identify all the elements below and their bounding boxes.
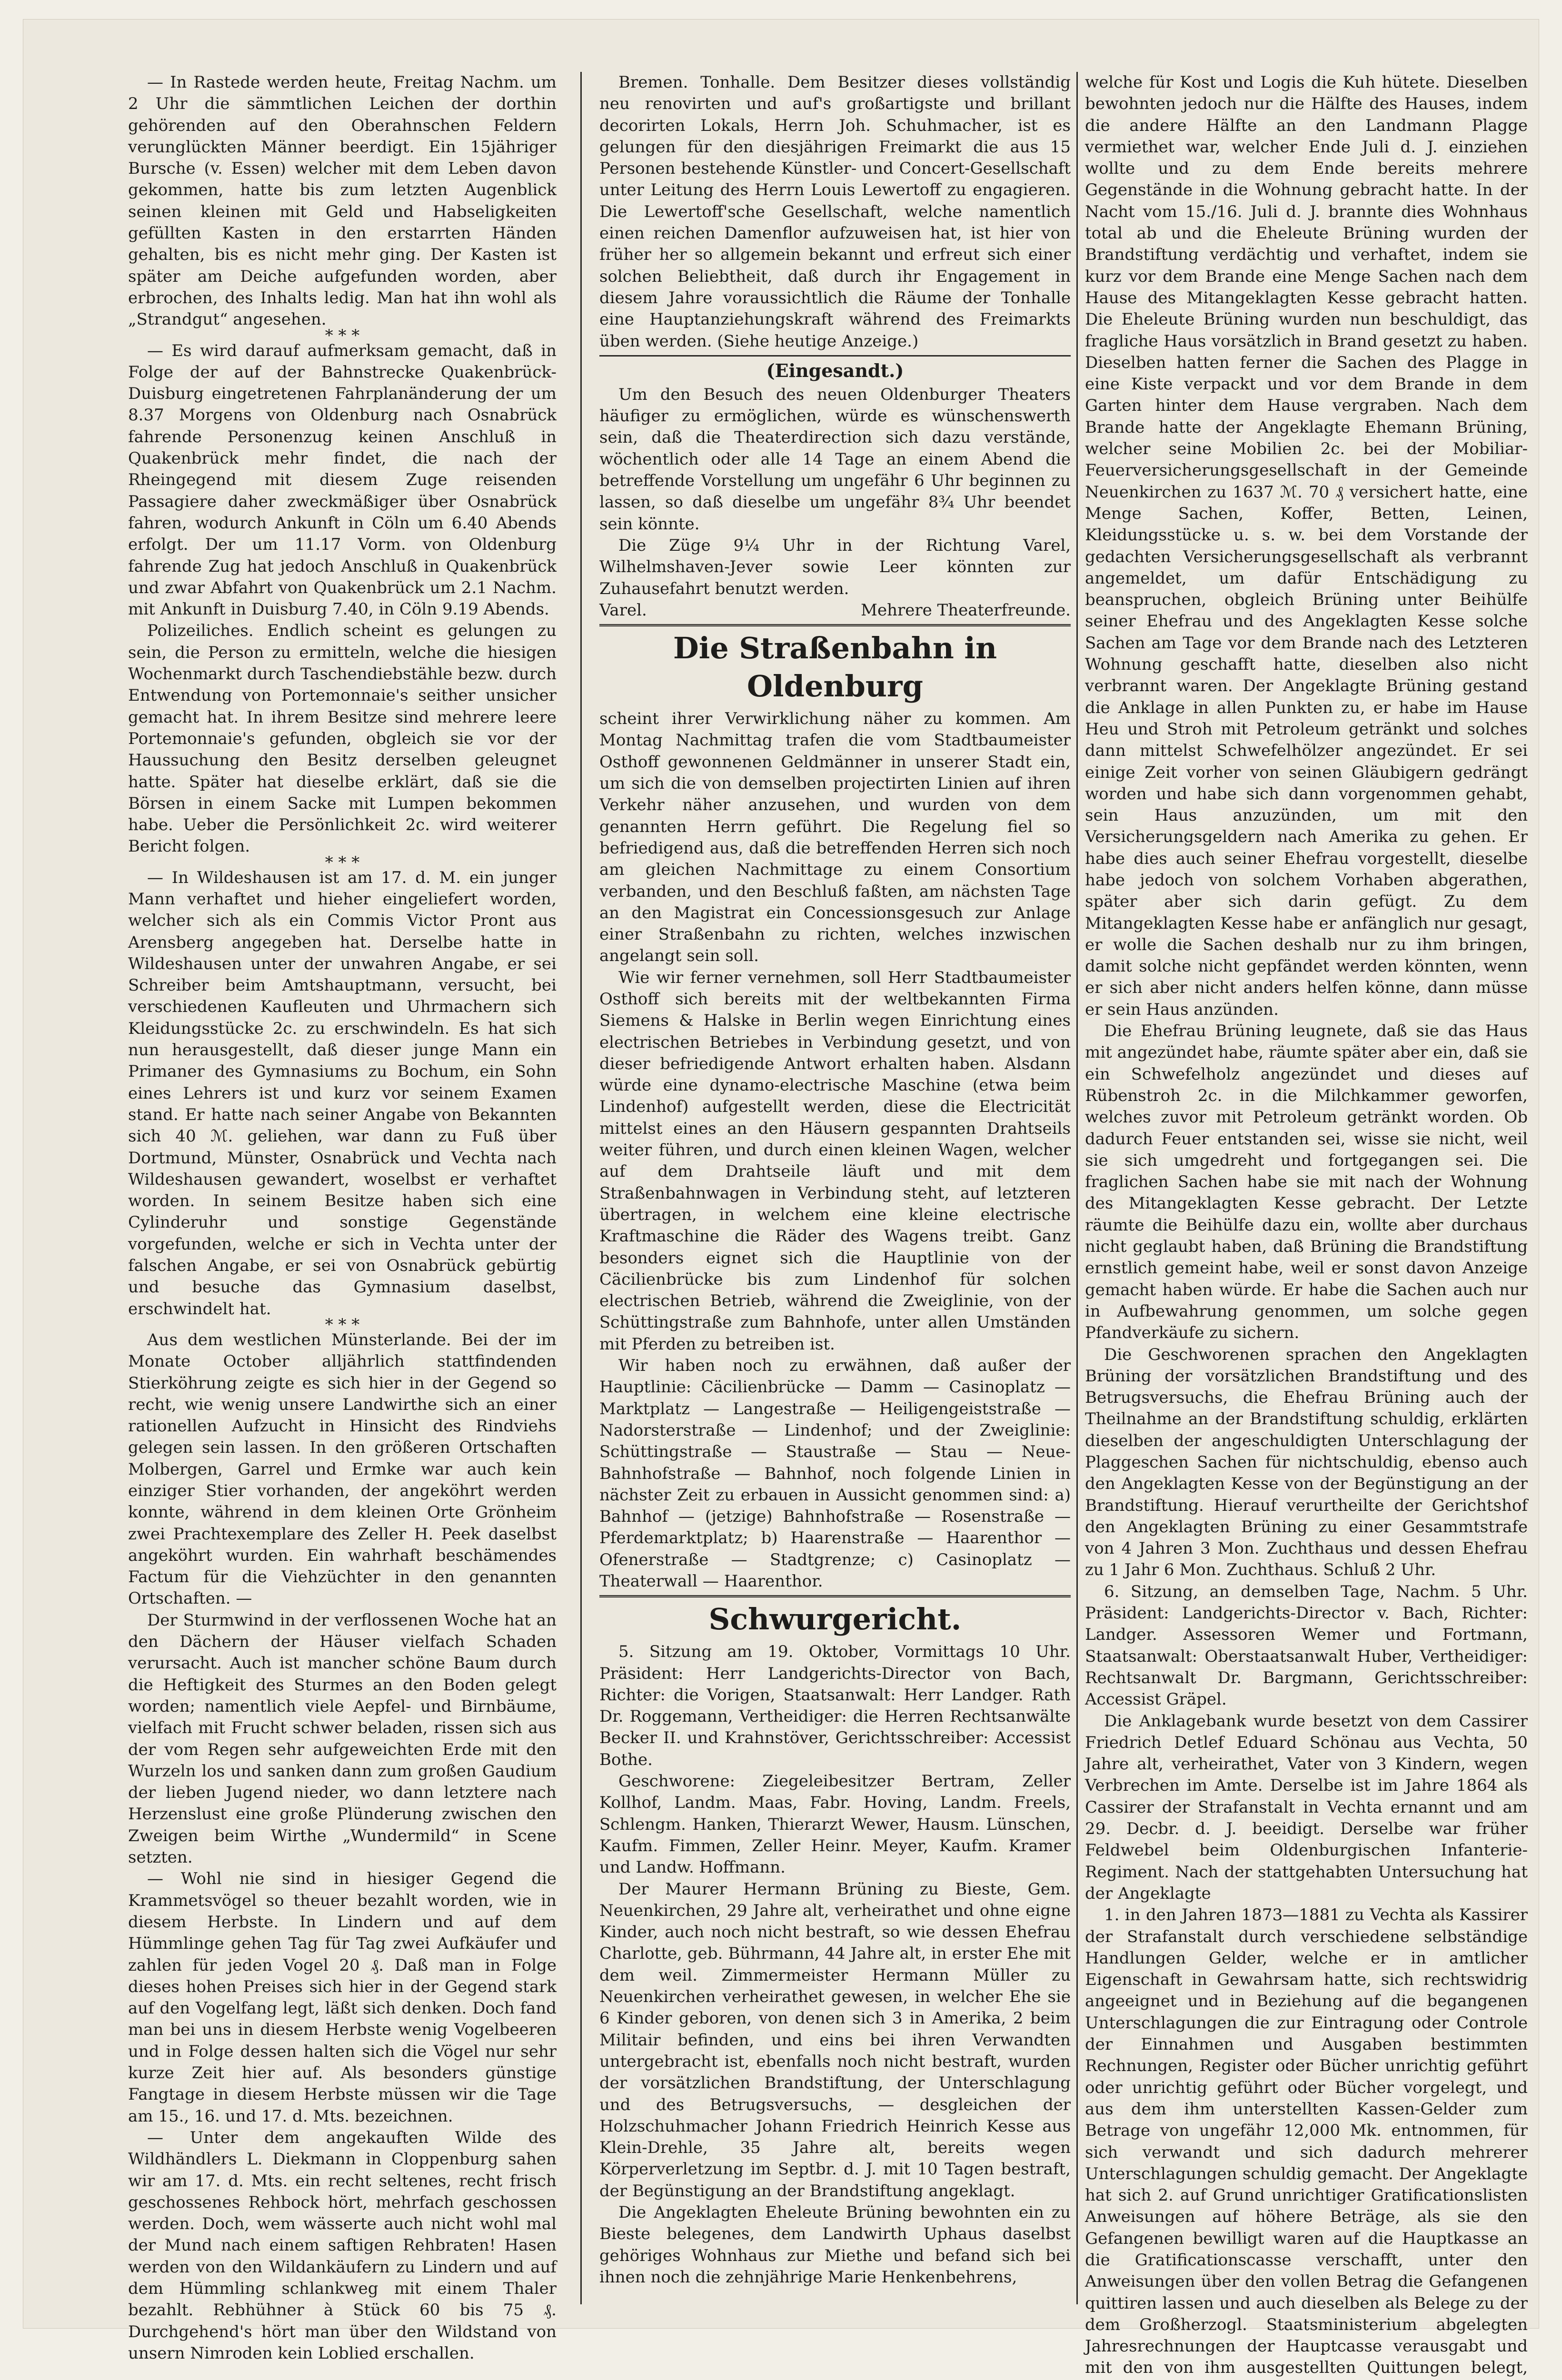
schwurgericht-verdict: Die Geschworenen sprachen den Angeklagten Brüning der vorsätzlichen Brandstiftung und des Betrugsversuchs, die Ehefrau Brüning auch der Theilnahme an der Brandstiftung schuldig, erklärten dieselben der angeschuldigten Unterschlagung der Plaggeschen Sachen für nichtschuldig, ebenso auch den Angeklagten Kesse von der Begünstigung an der Brandstiftung. Hierauf verurtheilte der Gerichtshof den Angeklagten Brüning zu einer Gesammtstrafe von 4 Jahren 3 Mon. Zuchthaus und dessen Ehefrau zu 1 Jahr 6 Mon. Zuchthaus. Schluß 2 Uhr. <box>1085 1345 1528 1580</box>
article-wildhaendler: — Unter dem angekauften Wilde des Wildhändlers L. Diekmann in Cloppenburg sahen wir am 17. d. Mts. ein recht seltenes, recht frisch geschossenes Rehbock hört, mehrfach geschossen werden. Doch, wem wässerte auch nicht wohl mal der Mund nach einem saftigen Rehbraten! Hasen werden von den Wildankäufern zu Lindern und auf dem Hümmling schlankweg mit einem Thaler bezahlt. Rebhühner à Stück 60 bis 75 ₰. Durchgehend's hört man über den Wildstand von unsern Nimroden kein Loblied erschallen. <box>128 2128 557 2363</box>
signature-author: Mehrere Theaterfreunde. <box>861 600 1071 620</box>
schwurgericht-heading: Schwurgericht. <box>708 1602 962 1637</box>
strassenbahn-text: Wie wir ferner vernehmen, soll Herr Stadtbaumeister Osthoff sich bereits mit der weltbekannten Firma Siemens & Halske in Berlin wegen Einrichtung eines electrischen Betriebes in Verbindung gesetzt, und von dieser befriedigende Antwort erhalten haben. Alsdann würde eine dynamo-electrische Maschine (etwa beim Lindenhof) aufgestellt werden, diese die Electricität mittelst eines an den Häusern gespannten Drahtseils weiter führen, und durch einen kleinen Wagen, welcher auf dem Drahtseile läuft und mit dem Straßenbahnwagen in Verbindung steht, auf letzteren übertragen, in welchem eine kleine electrische Kraftmaschine die Räder des Wagens treibt. Ganz besonders eignet sich die Hauptlinie von der Cäcilienbrücke bis zum Lindenhof für solchen electrischen Betrieb, während die Zweiglinie, von der Schüttingstraße zum Bahnhofe, unter allen Umständen mit Pferden zu betreiben ist. <box>599 968 1071 1354</box>
strassenbahn-text: Wir haben noch zu erwähnen, daß außer der Hauptlinie: Cäcilienbrücke — Damm — Casinoplatz — Marktplatz — Langestraße — Heiligengeiststraße — Nadorsterstraße — Lindenhof; und der Zweiglinie: Schüttingstraße — Staustraße — Stau — Neue-Bahnhofstraße — Bahnhof, noch folgende Linien in nächster Zeit zu erbauen in Aussicht genommen sind: a) Bahnhof — (jetzige) Bahnhofstraße — Rosenstraße — Pferdemarktplatz; b) Haarenstraße — Haarenthor — Ofenerstraße — Stadtgrenze; c) Casinoplatz — Theaterwall — Haarenthor. <box>599 1356 1071 1591</box>
column-left <box>128 72 557 2363</box>
strassenbahn-text: scheint ihrer Verwirklichung näher zu kommen. Am Montag Nachmittag trafen die vom Stadtbaumeister Osthoff gewonnenen Geldmänner in unserer Stadt ein, um sich die von demselben projectirten Linien auf ihren Verkehr näher anzusehen, und wurden von dem genannten Herrn geführt. Die Regelung fiel so befriedigend aus, daß die betreffenden Herren sich noch am gleichen Nachmittage zu einem Consortium verbanden, und den Beschluß faßten, am nächsten Tage an den Magistrat ein Concessionsgesuch zur Anlage einer Straßenbahn zu richten, welches inzwischen angelangt sein soll. <box>599 709 1071 966</box>
article-wildeshausen: — In Wildeshausen ist am 17. d. M. ein junger Mann verhaftet und hieher eingeliefert worden, welcher sich als ein Commis Victor Pront aus Arensberg angegeben hat. Derselbe hatte in Wildeshausen unter der unwahren Angabe, er sei Schreiber beim Amtshauptmann, versucht, bei verschiedenen Kaufleuten und Uhrmachern sich Kleidungsstücke 2c. zu erschwindeln. Es hat sich nun herausgestellt, daß dieser junge Mann ein Primaner des Gymnasiums zu Bochum, ein Sohn eines Lehrers ist und kurz vor seinem Examen stand. Er hatte nach seiner Angabe von Bekannten sich 40 ℳ. geliehen, war dann zu Fuß über Dortmund, Münster, Osnabrück und Vechta nach Wildeshausen gewandert, woselbst er verhaftet worden. In seinem Besitze haben sich eine Cylinderuhr und sonstige Gegenstände vorgefunden, welche er sich in Vechta unter der falschen Angabe, er sei von Osnabrück gebürtig und besuche das Gymnasium daselbst, erschwindelt hat. <box>128 868 557 1319</box>
column-rule <box>1076 72 1078 2304</box>
separator-stars: * * * <box>325 326 360 345</box>
eingesandt-heading: (Eingesandt.) <box>766 359 904 381</box>
article-rastede: — In Rastede werden heute, Freitag Nachm. um 2 Uhr die sämmtlichen Leichen der dorthin gehörenden auf den Oberahnschen Feldern verunglückten Männer beerdigt. Ein 15jähriger Bursche (v. Essen) welcher mit dem Leben davon gekommen, hatte bis zum letzten Augenblick seinen kleinen mit Geld und Habseligkeiten gefüllten Kasten in den erstarrten Händen gehalten, bis es nicht mehr ging. Der Kasten ist später am Deiche aufgefunden worden, aber erbrochen, des Inhalts ledig. Man hat ihn wohl als „Strandgut“ angesehen. <box>128 73 557 329</box>
schwurgericht-text: Die Angeklagten Eheleute Brüning bewohnten ein zu Bieste belegenes, dem Landwirth Uphaus daselbst gehöriges Wohnhaus zur Miethe und befand sich bei ihnen noch die zehnjährige Marie Henkenbehrens, <box>599 2203 1071 2287</box>
strassenbahn-heading: Die Straßenbahn in Oldenburg <box>673 631 997 704</box>
divider <box>599 355 1071 357</box>
schwurgericht-continued: Die Ehefrau Brüning leugnete, daß sie das Haus mit angezündet habe, räumte später aber ein, daß sie ein Schwefelholz angezündet und dieses auf Rübenstroh 2c. in die Milchkammer geworfen, welches zuvor mit Petroleum getränkt worden. Ob dadurch Feuer entstanden sei, wisse sie nicht, weil sie sich umgedreht und fortgegangen sei. Die fraglichen Sachen habe sie mit nach der Wohnung des Mitangeklagten Kesse gebracht. Der Letzte räumte die Beihülfe dazu ein, wollte aber durchaus nicht geglaubt haben, daß Brüning die Brandstiftung ernstlich gemeint habe, weil er sonst davon Anzeige gemacht haben würde. Er habe die Sachen auch nur in Aufbewahrung genommen, um solche gegen Pfandverkäufe zu sichern. <box>1085 1021 1528 1343</box>
eingesandt-text: Die Züge 9¼ Uhr in der Richtung Varel, Wilhelmshaven-Jever sowie Leer könnten zur Zuhausefahrt benutzt werden. <box>599 536 1071 598</box>
schwurgericht-text: Der Maurer Hermann Brüning zu Bieste, Gem. Neuenkirchen, 29 Jahre alt, verheirathet und ohne eigne Kinder, auch noch nicht bestraft, so wie dessen Ehefrau Charlotte, geb. Bührmann, 44 Jahre alt, in erster Ehe mit dem weil. Zimmermeister Hermann Müller zu Neuenkirchen verheirathet gewesen, in welcher Ehe sie 6 Kinder geboren, von denen sich 3 in Amerika, 2 beim Militair befinden, und eins bei ihren Verwandten untergebracht ist, ebenfalls noch nicht bestraft, wurden der vorsätzlichen Brandstiftung, der Unterschlagung und des Betrugsversuchs, — desgleichen der Holzschuhmacher Johann Friedrich Heinrich Kesse aus Klein-Drehle, 35 Jahre alt, bereits wegen Körperverletzung im Septbr. d. J. mit 10 Tagen bestraft, der Begünstigung an der Brandstiftung angeklagt. <box>599 1879 1071 2201</box>
article-polizeiliches: Polizeiliches. Endlich scheint es gelungen zu sein, die Person zu ermitteln, welche die hiesigen Wochenmarkt durch Taschendiebstähle bezw. durch Entwendung von Portemonnaie's seither unsicher gemacht hat. In ihrem Besitze sind mehrere leere Portemonnaie's gefunden, obgleich sie vor der Haussuchung den Besitz derselben geleugnet hatte. Später hat dieselbe erklärt, daß sie die Börsen in einem Sacke mit Lumpen bekommen habe. Ueber die Persönlichkeit 2c. wird weiterer Bericht folgen. <box>128 621 557 856</box>
sitzung-6: 6. Sitzung, an demselben Tage, Nachm. 5 Uhr. Präsident: Landgerichts-Director v. Bach, Richter: Landger. Assessoren Wemer und Fortmann, Staatsanwalt: Oberstaatsanwalt Huber, Vertheidiger: Rechtsanwalt Dr. Bargmann, Gerichtsschreiber: Accessist Gräpel. <box>1085 1582 1528 1709</box>
article-krammetsvoegel: — Wohl nie sind in hiesiger Gegend die Krammetsvögel so theuer bezahlt worden, wie in diesem Herbste. In Lindern und auf dem Hümmlinge gehen Tag für Tag zwei Aufkäufer und zahlen für jeden Vogel 20 ₰. Daß man in Folge dieses hohen Preises sich hier in der Gegend stark auf den Vogelfang legt, läßt sich denken. Doch fand man bei uns in diesem Herbste wenig Vogelbeeren und in Folge dessen halten sich die Vögel nur sehr kurze Zeit hier auf. Als besonders günstige Fangtage in diesem Herbste müssen wir die Tage am 15., 16. und 17. d. Mts. bezeichnen. <box>128 1869 557 2126</box>
column-middle <box>599 72 1071 2309</box>
newspaper-page <box>23 19 1539 2378</box>
eingesandt-text: Um den Besuch des neuen Oldenburger Theaters häufiger zu ermöglichen, würde es wünschenswerth sein, daß die Theaterdirection sich dazu verstände, wöchentlich oder alle 14 Tage an einem Abend die betreffende Vorstellung um ungefähr 6 Uhr beginnen zu lassen, so daß dieselbe um ungefähr 8¾ Uhr beendet sein könnte. <box>599 385 1071 534</box>
article-bahnstrecke: — Es wird darauf aufmerksam gemacht, daß in Folge der auf der Bahnstrecke Quakenbrück-Duisburg eingetretenen Fahrplanänderung der um 8.37 Morgens von Oldenburg nach Osnabrück fahrende Personenzug keinen Anschluß in Quakenbrück mehr findet, die nach der Rheingegend mit diesem Zuge reisenden Passagiere daher zweckmäßiger über Osnabrück fahren, wodurch Ankunft in Cöln um 6.40 Abends erfolgt. Der um 11.17 Vorm. von Oldenburg fahrende Zug hat jedoch Anschluß in Quakenbrück und zwar Abfahrt von Quakenbrück um 2.1 Nachm. mit Ankunft in Duisburg 7.40, in Cöln 9.19 Abends. <box>128 341 557 619</box>
divider <box>599 1595 1071 1597</box>
schwurgericht-continued: welche für Kost und Logis die Kuh hütete. Dieselben bewohnten jedoch nur die Hälfte des Hauses, indem die andere Hälfte an den Landmann Plagge vermiethet war, welcher Ende Juli d. J. einziehen wollte und zu dem Ende bereits mehrere Gegenstände in die Wohnung gebracht hatte. In der Nacht vom 15./16. Juli d. J. brannte dies Wohnhaus total ab und die Eheleute Brüning wurden der Brandstiftung verdächtig und verhaftet, indem sie kurz vor dem Brande eine Menge Sachen nach dem Hause des Mitangeklagten Kesse gebracht hatten. Die Eheleute Brüning wurden nun beschuldigt, das fragliche Haus vorsätzlich in Brand gesetzt zu haben. Dieselben hatten ferner die Sachen des Plagge in eine Kiste verpackt und vor dem Brande in dem Garten hinter dem Hause vergraben. Nach dem Brande hatte der Angeklagte Ehemann Brüning, welcher seine Mobilien 2c. bei der Mobiliar-Feuerversicherungsgesellschaft in der Gemeinde Neuenkirchen zu 1637 ℳ. 70 ₰ versichert hatte, eine Menge Sachen, Koffer, Betten, Leinen, Kleidungsstücke u. s. w. bei dem Vorstande der gedachten Versicherungsgesellschaft als verbrannt angemeldet, um dafür Entschädigung zu beanspruchen, obgleich Brüning unter Beihülfe seiner Ehefrau und des Angeklagten Kesse solche Sachen am Tage vor dem Brande nach des Letzteren Wohnung geschafft hatte, dieselben also nicht verbrannt waren. Der Angeklagte Brüning gestand die Anklage in allen Punkten zu, er habe im Hause Heu und Stroh mit Petroleum getränkt und solches dann mittelst Schwefelhölzer angezündet. Er sei einige Zeit vorher von seinen Gläubigern gedrängt worden und habe sich dann vorgenommen gehabt, sein Haus anzuzünden, um mit den Versicherungsgeldern nach Amerika zu gehen. Er habe dies auch seiner Ehefrau vorgestellt, dieselbe habe jedoch von solchem Vorhaben abgerathen, später aber sich darin gefügt. Zu dem Mitangeklagten Kesse habe er anfänglich nur gesagt, er wolle die Sachen deshalb nur zu ihm bringen, damit solche nicht gepfändet werden könnten, wenn er sich aber nicht anders helfen könne, dann müsse er sein Haus anzünden. <box>1085 73 1528 1019</box>
article-sturmwind: Der Sturmwind in der verflossenen Woche hat an den Dächern der Häuser vielfach Schaden verursacht. Auch ist mancher schöne Baum durch die Heftigkeit des Sturmes an den Boden gelegt worden; namentlich viele Aepfel- und Birnbäume, vielfach mit Frucht schwer beladen, rissen sich aus der vom Regen sehr aufgeweichten Erde mit den Wurzeln los und sanken dann zum großen Gaudium der lieben Jugend nieder, wo dann letztere nach Herzenslust eine große Plünderung zwischen den Zweigen beim Wirthe „Wundermild“ in Scene setzten. <box>128 1610 557 1867</box>
column-right <box>1085 72 1528 2378</box>
article-tonhalle: Bremen. Tonhalle. Dem Besitzer dieses vollständig neu renovirten und auf's großartigste und brillant decorirten Lokals, Herrn Joh. Schuhmacher, ist es gelungen für den diesjährigen Freimarkt die aus 15 Personen bestehende Künstler- und Concert-Gesellschaft unter Leitung des Herrn Louis Lewertoff zu engagieren. Die Lewertoff'sche Gesellschaft, welche namentlich einen reichen Damenflor aufzuweisen hat, ist hier von früher her so allgemein bekannt und erfreut sich einer solchen Beliebtheit, daß durch ihr Engagement in diesem Jahre voraussichtlich die Räume der Tonhalle eine Hauptanziehungskraft während des Freimarkts üben werden. (Siehe heutige Anzeige.) <box>599 73 1071 351</box>
article-muensterlande: Aus dem westlichen Münsterlande. Bei der im Monate October alljährlich stattfindenden Stierköhrung zeigte es sich hier in der Gegend so recht, wie wenig unsere Landwirthe sich an einer rationellen Aufzucht in Hinsicht des Rindviehs gelegen sein lassen. In den größeren Ortschaften Molbergen, Garrel und Ermke war auch kein einziger Stier vorhanden, der angeköhrt werden konnte, während in dem kleinen Orte Grönheim zwei Prachtexemplare des Zeller H. Peek daselbst angeköhrt wurden. Ein wahrhaft beschämendes Factum für die Viehzüchter in den genannten Ortschaften. — <box>128 1330 557 1608</box>
sitzung-6-text: Die Anklagebank wurde besetzt von dem Cassirer Friedrich Detlef Eduard Schönau aus Vechta, 50 Jahre alt, verheirathet, Vater von 3 Kindern, wegen Verbrechen im Amte. Derselbe ist im Jahre 1864 als Cassirer der Strafanstalt in Vechta ernannt und am 29. Decbr. d. J. beeidigt. Derselbe war früher Feldwebel beim Oldenburgischen Infanterie-Regiment. Nach der stattgehabten Untersuchung hat der Angeklagte <box>1085 1711 1528 1903</box>
signature-place: Varel. <box>599 600 647 620</box>
separator-stars: * * * <box>325 1315 360 1334</box>
separator-stars: * * * <box>325 853 360 872</box>
schwurgericht-text: 5. Sitzung am 19. Oktober, Vormittags 10 Uhr. Präsident: Herr Landgerichts-Director von Bach, Richter: die Vorigen, Staatsanwalt: Herr Landger. Rath Dr. Roggemann, Vertheidiger: die Herren Rechtsanwälte Becker II. und Krahnstöver, Gerichtsschreiber: Accessist Bothe. <box>599 1642 1071 1769</box>
schwurgericht-text: Geschworene: Ziegeleibesitzer Bertram, Zeller Kollhof, Landm. Maas, Fabr. Hoving, Landm. Freels, Schlengm. Hanken, Thierarzt Wewer, Hausm. Lünschen, Kaufm. Fimmen, Zeller Heinr. Meyer, Kaufm. Kramer und Landw. Hoffmann. <box>599 1772 1071 1877</box>
column-rule <box>580 72 582 2304</box>
divider <box>599 624 1071 626</box>
sitzung-6-text: 1. in den Jahren 1873—1881 zu Vechta als Kassirer der Strafanstalt durch verschiedene selbständige Handlungen Gelder, welche er in amtlicher Eigenschaft in Gewahrsam hatte, sich rechtswidrig angeeignet und in Beziehung auf die begangenen Unterschlagungen die zur Eintragung oder Controle der Einnahmen und Ausgaben bestimmten Rechnungen, Register oder Bücher unrichtig geführt oder unrichtig geführt oder Bücher vorgelegt, und aus dem ihm unterstellten Kassen-Gelder zum Betrage von ungefähr 12,000 Mk. entnommen, für sich verwandt und sich dadurch mehrerer Unterschlagungen schuldig gemacht. Der Angeklagte hat sich 2. auf Grund unrichtiger Gratificationslisten Anweisungen auf höhere Beträge, als sie den Gefangenen bewilligt waren auf die Hauptkasse an die Gratificationscasse verschafft, unter den Anweisungen über den vollen Betrag die Gefangenen quittiren lassen und auch dieselben als Belege zu der dem Großherzogl. Staatsministerium abgelegten Jahresrechnungen der Hauptcasse verausgabt und mit den von ihm ausgestellten Quittungen belegt, <box>1085 1905 1528 2378</box>
eingesandt-signature <box>599 600 1071 621</box>
